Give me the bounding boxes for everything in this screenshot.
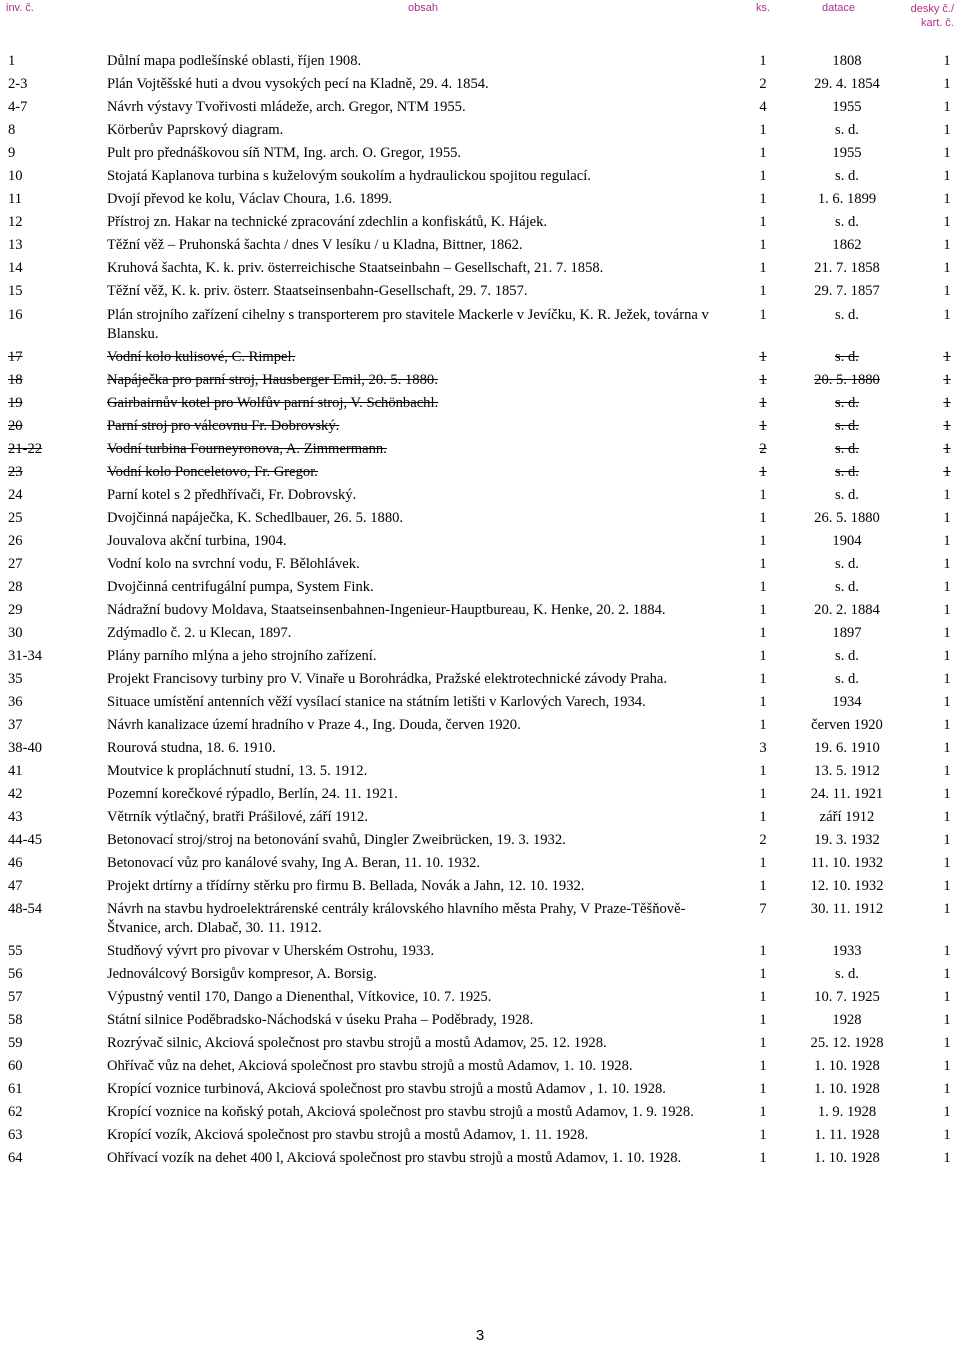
item-description: Návrh výstavy Tvořivosti mládeže, arch. Gregor, NTM 1955. xyxy=(107,99,466,115)
inventory-row xyxy=(0,1080,960,1099)
inventory-list xyxy=(0,52,960,1168)
item-date: 1933 xyxy=(832,943,862,959)
item-folder: 1 xyxy=(943,145,951,161)
inventory-number: 37 xyxy=(8,717,23,733)
item-date: s. d. xyxy=(835,464,859,480)
item-folder: 1 xyxy=(943,283,951,299)
item-folder: 1 xyxy=(943,1127,951,1143)
header-desky-line1: desky č./ xyxy=(910,3,954,15)
item-description: Vodní kolo na svrchní vodu, F. Bělohlávek. xyxy=(107,556,360,572)
item-date: 21. 7. 1858 xyxy=(814,260,880,276)
item-count: 4 xyxy=(759,99,767,115)
item-description: Ohřívací vozík na dehet 400 l, Akciová společnost pro stavbu strojů a mostů Adamov, 1. 10. 1928. xyxy=(107,1150,682,1166)
item-count: 1 xyxy=(759,533,767,549)
item-count: 1 xyxy=(759,579,767,595)
item-count: 1 xyxy=(759,809,767,825)
inventory-number: 42 xyxy=(8,786,23,802)
item-folder: 1 xyxy=(943,943,951,959)
item-description: Projekt drtírny a třídírny stěrku pro firmu B. Bellada, Novák a Jahn, 12. 10. 1932. xyxy=(107,878,585,894)
item-description: Dvojí převod ke kolu, Václav Choura, 1.6. 1899. xyxy=(107,191,393,207)
item-description: Betonovací vůz pro kanálové svahy, Ing A. Beran, 11. 10. 1932. xyxy=(107,855,481,871)
item-description: Státní silnice Poděbradsko-Náchodská v úseku Praha – Poděbrady, 1928. xyxy=(107,1012,534,1028)
item-folder: 1 xyxy=(943,464,951,480)
item-description: Těžní věž, K. k. priv. österr. Staatseinsenbahn-Gesellschaft, 29. 7. 1857. xyxy=(107,283,528,299)
item-count: 1 xyxy=(759,349,767,365)
item-description: Vodní turbina Fourneyronova, A. Zimmermann. xyxy=(107,441,387,457)
item-folder: 1 xyxy=(943,76,951,92)
inventory-number: 35 xyxy=(8,671,23,687)
inventory-number: 11 xyxy=(8,191,23,207)
inventory-row xyxy=(0,121,960,140)
item-description: Jouvalova akční turbina, 1904. xyxy=(107,533,287,549)
item-description: Vodní kolo Ponceletovo, Fr. Gregor. xyxy=(107,464,318,480)
item-count: 1 xyxy=(759,855,767,871)
item-date: 1. 6. 1899 xyxy=(817,191,877,207)
item-date: s. d. xyxy=(835,441,859,457)
inventory-number: 10 xyxy=(8,168,23,184)
inventory-number: 16 xyxy=(8,307,23,323)
item-date: 1. 10. 1928 xyxy=(814,1081,880,1097)
item-description: Körberův Paprskový diagram. xyxy=(107,122,284,138)
item-date: červen 1920 xyxy=(811,717,883,733)
item-description: Plány parního mlýna a jeho strojního zařízení. xyxy=(107,648,377,664)
item-date: s. d. xyxy=(835,579,859,595)
inventory-row xyxy=(0,486,960,505)
inventory-number: 19 xyxy=(8,395,23,411)
inventory-row xyxy=(0,1126,960,1145)
inventory-number: 63 xyxy=(8,1127,23,1143)
inventory-number: 20 xyxy=(8,418,23,434)
inventory-row xyxy=(0,762,960,781)
inventory-row xyxy=(0,509,960,528)
inventory-row xyxy=(0,624,960,643)
item-date: 1955 xyxy=(832,145,862,161)
inventory-row xyxy=(0,693,960,712)
inventory-row xyxy=(0,877,960,896)
item-date: 11. 10. 1932 xyxy=(810,855,884,871)
item-count: 1 xyxy=(759,625,767,641)
item-count: 1 xyxy=(759,418,767,434)
item-folder: 1 xyxy=(943,307,951,323)
item-count: 1 xyxy=(759,145,767,161)
header-inv: inv. č. xyxy=(6,2,34,14)
inventory-number: 1 xyxy=(8,53,16,69)
item-date: s. d. xyxy=(835,349,859,365)
item-folder: 1 xyxy=(943,372,951,388)
inventory-row xyxy=(0,555,960,574)
item-folder: 1 xyxy=(943,487,951,503)
inventory-row xyxy=(0,647,960,666)
item-count: 1 xyxy=(759,1035,767,1051)
item-count: 1 xyxy=(759,487,767,503)
column-header xyxy=(0,0,960,42)
page-number: 3 xyxy=(475,1327,485,1344)
item-date: 1. 9. 1928 xyxy=(817,1104,877,1120)
item-folder: 1 xyxy=(943,625,951,641)
item-date: 24. 11. 1921 xyxy=(810,786,884,802)
inventory-row xyxy=(0,808,960,827)
item-folder: 1 xyxy=(943,395,951,411)
inventory-row xyxy=(0,52,960,71)
item-folder: 1 xyxy=(943,878,951,894)
inventory-number: 56 xyxy=(8,966,23,982)
item-description: Rozrývač silnic, Akciová společnost pro stavbu strojů a mostů Adamov, 25. 12. 1928. xyxy=(107,1035,607,1051)
item-date: 13. 5. 1912 xyxy=(814,763,880,779)
item-count: 3 xyxy=(759,740,767,756)
item-date: 1904 xyxy=(832,533,862,549)
item-description: Studňový vývrt pro pivovar v Uherském Ostrohu, 1933. xyxy=(107,943,435,959)
inventory-row xyxy=(0,75,960,94)
inventory-number: 27 xyxy=(8,556,23,572)
item-date: 19. 6. 1910 xyxy=(814,740,880,756)
inventory-row xyxy=(0,144,960,163)
item-count: 1 xyxy=(759,53,767,69)
item-date: 1897 xyxy=(832,625,862,641)
inventory-row xyxy=(0,213,960,232)
item-count: 1 xyxy=(759,260,767,276)
item-folder: 1 xyxy=(943,763,951,779)
inventory-number: 30 xyxy=(8,625,23,641)
inventory-number: 55 xyxy=(8,943,23,959)
inventory-row xyxy=(0,371,960,390)
item-date: s. d. xyxy=(835,487,859,503)
item-count: 1 xyxy=(759,372,767,388)
inventory-number: 58 xyxy=(8,1012,23,1028)
inventory-row xyxy=(0,348,960,367)
item-count: 1 xyxy=(759,602,767,618)
item-folder: 1 xyxy=(943,237,951,253)
item-count: 1 xyxy=(759,943,767,959)
item-description: Větrník výtlačný, bratři Prášilové, září 1912. xyxy=(107,809,368,825)
item-date: 1934 xyxy=(832,694,862,710)
item-date: s. d. xyxy=(835,122,859,138)
inventory-row xyxy=(0,167,960,186)
inventory-row xyxy=(0,831,960,850)
item-date: září 1912 xyxy=(819,809,875,825)
item-folder: 1 xyxy=(943,533,951,549)
item-description: Kropící voznice turbinová, Akciová společnost pro stavbu strojů a mostů Adamov , 1. 10. 1928. xyxy=(107,1081,666,1097)
header-obsah: obsah xyxy=(408,2,438,14)
inventory-number: 47 xyxy=(8,878,23,894)
item-description: Rourová studna, 18. 6. 1910. xyxy=(107,740,276,756)
header-desky-line2: kart. č. xyxy=(920,17,954,29)
inventory-row xyxy=(0,236,960,255)
inventory-number: 29 xyxy=(8,602,23,618)
item-folder: 1 xyxy=(943,122,951,138)
item-folder: 1 xyxy=(943,989,951,1005)
inventory-number: 25 xyxy=(8,510,23,526)
item-date: 29. 4. 1854 xyxy=(814,76,880,92)
item-date: 1. 11. 1928 xyxy=(814,1127,880,1143)
item-description: Kropící voznice na koňský potah, Akciová společnost pro stavbu strojů a mostů Adamov, 1. 9. 1928. xyxy=(107,1104,694,1120)
item-count: 1 xyxy=(759,191,767,207)
inventory-number: 41 xyxy=(8,763,23,779)
inventory-number: 24 xyxy=(8,487,23,503)
item-date: s. d. xyxy=(835,214,859,230)
item-count: 2 xyxy=(759,441,767,457)
item-date: 10. 7. 1925 xyxy=(814,989,880,1005)
inventory-row xyxy=(0,670,960,689)
inventory-number: 64 xyxy=(8,1150,23,1166)
item-folder: 1 xyxy=(943,1081,951,1097)
item-description: Betonovací stroj/stroj na betonování svahů, Dingler Zweibrücken, 19. 3. 1932. xyxy=(107,832,566,848)
inventory-number: 4-7 xyxy=(8,99,28,115)
item-date: s. d. xyxy=(835,307,859,323)
item-date: s. d. xyxy=(835,168,859,184)
item-folder: 1 xyxy=(943,602,951,618)
item-date: s. d. xyxy=(835,556,859,572)
item-count: 1 xyxy=(759,717,767,733)
item-date: 1928 xyxy=(832,1012,862,1028)
item-count: 1 xyxy=(759,694,767,710)
inventory-number: 28 xyxy=(8,579,23,595)
item-folder: 1 xyxy=(943,648,951,664)
item-count: 1 xyxy=(759,307,767,323)
item-description: Moutvice k propláchnutí studní, 13. 5. 1912. xyxy=(107,763,368,779)
item-count: 1 xyxy=(759,966,767,982)
inventory-number: 17 xyxy=(8,349,23,365)
item-folder: 1 xyxy=(943,214,951,230)
item-folder: 1 xyxy=(943,191,951,207)
item-description: Pult pro přednáškovou síň NTM, Ing. arch. O. Gregor, 1955. xyxy=(107,145,462,161)
item-folder: 1 xyxy=(943,717,951,733)
item-date: 12. 10. 1932 xyxy=(810,878,884,894)
item-count: 2 xyxy=(759,76,767,92)
item-count: 1 xyxy=(759,1104,767,1120)
inventory-row xyxy=(0,98,960,117)
inventory-row xyxy=(0,988,960,1007)
inventory-number: 62 xyxy=(8,1104,23,1120)
item-count: 1 xyxy=(759,1127,767,1143)
item-folder: 1 xyxy=(943,260,951,276)
inventory-number: 14 xyxy=(8,260,23,276)
item-count: 1 xyxy=(759,1081,767,1097)
inventory-row xyxy=(0,1103,960,1122)
item-description: Projekt Francisovy turbiny pro V. Vinaře u Borohrádka, Pražské elektrotechnické závody Praha. xyxy=(107,671,668,687)
item-count: 1 xyxy=(759,878,767,894)
inventory-number: 18 xyxy=(8,372,23,388)
item-folder: 1 xyxy=(943,809,951,825)
item-count: 1 xyxy=(759,168,767,184)
item-description: Pozemní korečkové rýpadlo, Berlín, 24. 11. 1921. xyxy=(107,786,398,802)
item-folder: 1 xyxy=(943,966,951,982)
inventory-row xyxy=(0,578,960,597)
item-folder: 1 xyxy=(943,901,951,917)
inventory-number: 21-22 xyxy=(8,441,43,457)
inventory-row xyxy=(0,306,960,344)
item-description: Návrh kanalizace území hradního v Praze 4., Ing. Douda, červen 1920. xyxy=(107,717,521,733)
inventory-row xyxy=(0,463,960,482)
inventory-row xyxy=(0,601,960,620)
inventory-row xyxy=(0,1149,960,1168)
item-date: s. d. xyxy=(835,648,859,664)
item-count: 1 xyxy=(759,237,767,253)
item-date: s. d. xyxy=(835,418,859,434)
item-description: Dvojčinná napáječka, K. Schedlbauer, 26. 5. 1880. xyxy=(107,510,404,526)
inventory-row xyxy=(0,190,960,209)
item-count: 1 xyxy=(759,283,767,299)
item-date: 1955 xyxy=(832,99,862,115)
item-folder: 1 xyxy=(943,579,951,595)
inventory-row xyxy=(0,1057,960,1076)
item-count: 7 xyxy=(759,901,767,917)
inventory-number: 15 xyxy=(8,283,23,299)
item-description: Ohřívač vůz na dehet, Akciová společnost pro stavbu strojů a mostů Adamov, 1. 10. 1928. xyxy=(107,1058,633,1074)
item-count: 1 xyxy=(759,1012,767,1028)
item-description: Těžní věž – Pruhonská šachta / dnes V lesíku / u Kladna, Bittner, 1862. xyxy=(107,237,523,253)
item-description: Důlní mapa podlešínské oblasti, říjen 1908. xyxy=(107,53,362,69)
item-description: Parní stroj pro válcovnu Fr. Dobrovský. xyxy=(107,418,340,434)
item-folder: 1 xyxy=(943,671,951,687)
inventory-number: 46 xyxy=(8,855,23,871)
item-folder: 1 xyxy=(943,1035,951,1051)
item-folder: 1 xyxy=(943,1012,951,1028)
item-description: Stojatá Kaplanova turbina s kuželovým soukolím a hydraulickou spojitou regulací. xyxy=(107,168,591,184)
inventory-row xyxy=(0,900,960,938)
item-description: Jednoválcový Borsigův kompresor, A. Borsig. xyxy=(107,966,377,982)
inventory-number: 36 xyxy=(8,694,23,710)
item-folder: 1 xyxy=(943,53,951,69)
inventory-row xyxy=(0,532,960,551)
inventory-row xyxy=(0,282,960,301)
item-count: 1 xyxy=(759,122,767,138)
item-count: 1 xyxy=(759,989,767,1005)
item-date: 19. 3. 1932 xyxy=(814,832,880,848)
item-count: 1 xyxy=(759,648,767,664)
item-date: 1808 xyxy=(832,53,862,69)
inventory-number: 38-40 xyxy=(8,740,43,756)
inventory-number: 9 xyxy=(8,145,16,161)
item-count: 1 xyxy=(759,1058,767,1074)
item-description: Napáječka pro parní stroj, Hausberger Emil, 20. 5. 1880. xyxy=(107,372,438,388)
inventory-row xyxy=(0,785,960,804)
inventory-row xyxy=(0,854,960,873)
inventory-number: 8 xyxy=(8,122,16,138)
item-description: Plán Vojtěšské huti a dvou vysokých pecí na Kladně, 29. 4. 1854. xyxy=(107,76,489,92)
item-date: 20. 5. 1880 xyxy=(814,372,880,388)
inventory-number: 43 xyxy=(8,809,23,825)
item-count: 1 xyxy=(759,1150,767,1166)
item-folder: 1 xyxy=(943,1104,951,1120)
item-date: s. d. xyxy=(835,395,859,411)
item-folder: 1 xyxy=(943,349,951,365)
item-description: Gairbairnův kotel pro Wolfův parní stroj, V. Schönbachl. xyxy=(107,395,439,411)
item-description: Dvojčinná centrifugální pumpa, System Fink. xyxy=(107,579,374,595)
item-folder: 1 xyxy=(943,786,951,802)
item-folder: 1 xyxy=(943,99,951,115)
item-count: 1 xyxy=(759,671,767,687)
item-folder: 1 xyxy=(943,1150,951,1166)
inventory-row xyxy=(0,965,960,984)
item-description: Nádražní budovy Moldava, Staatseinsenbahnen-Ingenieur-Hauptbureau, K. Henke, 20. 2. 1884. xyxy=(107,602,666,618)
item-description: Plán strojního zařízení cihelny s transporterem pro stavitele Mackerle v Jevíčku, K. R. Ježek, továrna v Blansku. xyxy=(107,307,709,342)
item-count: 1 xyxy=(759,464,767,480)
inventory-number: 12 xyxy=(8,214,23,230)
item-folder: 1 xyxy=(943,441,951,457)
item-description: Návrh na stavbu hydroelektrárenské centrály královského hlavního města Prahy, V Praze-Těšňově-Štvanice, arch. Dlabač, 30. 11. 1912. xyxy=(107,901,686,936)
item-count: 1 xyxy=(759,395,767,411)
item-description: Kropící vozík, Akciová společnost pro stavbu strojů a mostů Adamov, 1. 11. 1928. xyxy=(107,1127,589,1143)
inventory-number: 48-54 xyxy=(8,901,43,917)
item-count: 1 xyxy=(759,214,767,230)
inventory-row xyxy=(0,1011,960,1030)
inventory-number: 59 xyxy=(8,1035,23,1051)
item-folder: 1 xyxy=(943,168,951,184)
inventory-number: 26 xyxy=(8,533,23,549)
header-ks: ks. xyxy=(756,2,771,14)
item-date: 1. 10. 1928 xyxy=(814,1058,880,1074)
inventory-row xyxy=(0,440,960,459)
item-date: 29. 7. 1857 xyxy=(814,283,880,299)
item-folder: 1 xyxy=(943,855,951,871)
item-folder: 1 xyxy=(943,1058,951,1074)
inventory-number: 44-45 xyxy=(8,832,43,848)
inventory-number: 13 xyxy=(8,237,23,253)
item-count: 1 xyxy=(759,763,767,779)
header-datace: datace xyxy=(822,2,856,14)
item-folder: 1 xyxy=(943,418,951,434)
item-count: 1 xyxy=(759,556,767,572)
item-description: Přístroj zn. Hakar na technické zpracování zdechlin a konfiskátů, K. Hájek. xyxy=(107,214,548,230)
item-folder: 1 xyxy=(943,556,951,572)
inventory-row xyxy=(0,417,960,436)
inventory-row xyxy=(0,394,960,413)
item-description: Vodní kolo kulisové, C. Rimpel. xyxy=(107,349,296,365)
item-count: 1 xyxy=(759,510,767,526)
inventory-number: 2-3 xyxy=(8,76,28,92)
item-date: 1862 xyxy=(832,237,862,253)
item-count: 1 xyxy=(759,786,767,802)
item-date: s. d. xyxy=(835,671,859,687)
inventory-row xyxy=(0,259,960,278)
inventory-row xyxy=(0,1034,960,1053)
item-description: Zdýmadlo č. 2. u Klecan, 1897. xyxy=(107,625,292,641)
item-date: 26. 5. 1880 xyxy=(814,510,880,526)
item-date: 25. 12. 1928 xyxy=(810,1035,884,1051)
inventory-number: 31-34 xyxy=(8,648,43,664)
inventory-row xyxy=(0,716,960,735)
inventory-row xyxy=(0,739,960,758)
inventory-number: 23 xyxy=(8,464,23,480)
item-description: Situace umístění antenních věží vysílací stanice na státním letišti v Karlových Varech, 1934. xyxy=(107,694,646,710)
item-count: 2 xyxy=(759,832,767,848)
inventory-number: 61 xyxy=(8,1081,23,1097)
header-desky xyxy=(911,2,954,30)
item-date: s. d. xyxy=(835,966,859,982)
item-folder: 1 xyxy=(943,510,951,526)
item-description: Výpustný ventil 170, Dango a Dienenthal, Vítkovice, 10. 7. 1925. xyxy=(107,989,492,1005)
inventory-number: 57 xyxy=(8,989,23,1005)
item-description: Kruhová šachta, K. k. priv. österreichische Staatseinbahn – Gesellschaft, 21. 7. 1858. xyxy=(107,260,604,276)
inventory-row xyxy=(0,942,960,961)
item-description: Parní kotel s 2 předhřívači, Fr. Dobrovský. xyxy=(107,487,357,503)
item-folder: 1 xyxy=(943,694,951,710)
item-date: 20. 2. 1884 xyxy=(814,602,880,618)
item-folder: 1 xyxy=(943,740,951,756)
item-date: 30. 11. 1912 xyxy=(810,901,884,917)
item-date: 1. 10. 1928 xyxy=(814,1150,880,1166)
inventory-number: 60 xyxy=(8,1058,23,1074)
item-folder: 1 xyxy=(943,832,951,848)
